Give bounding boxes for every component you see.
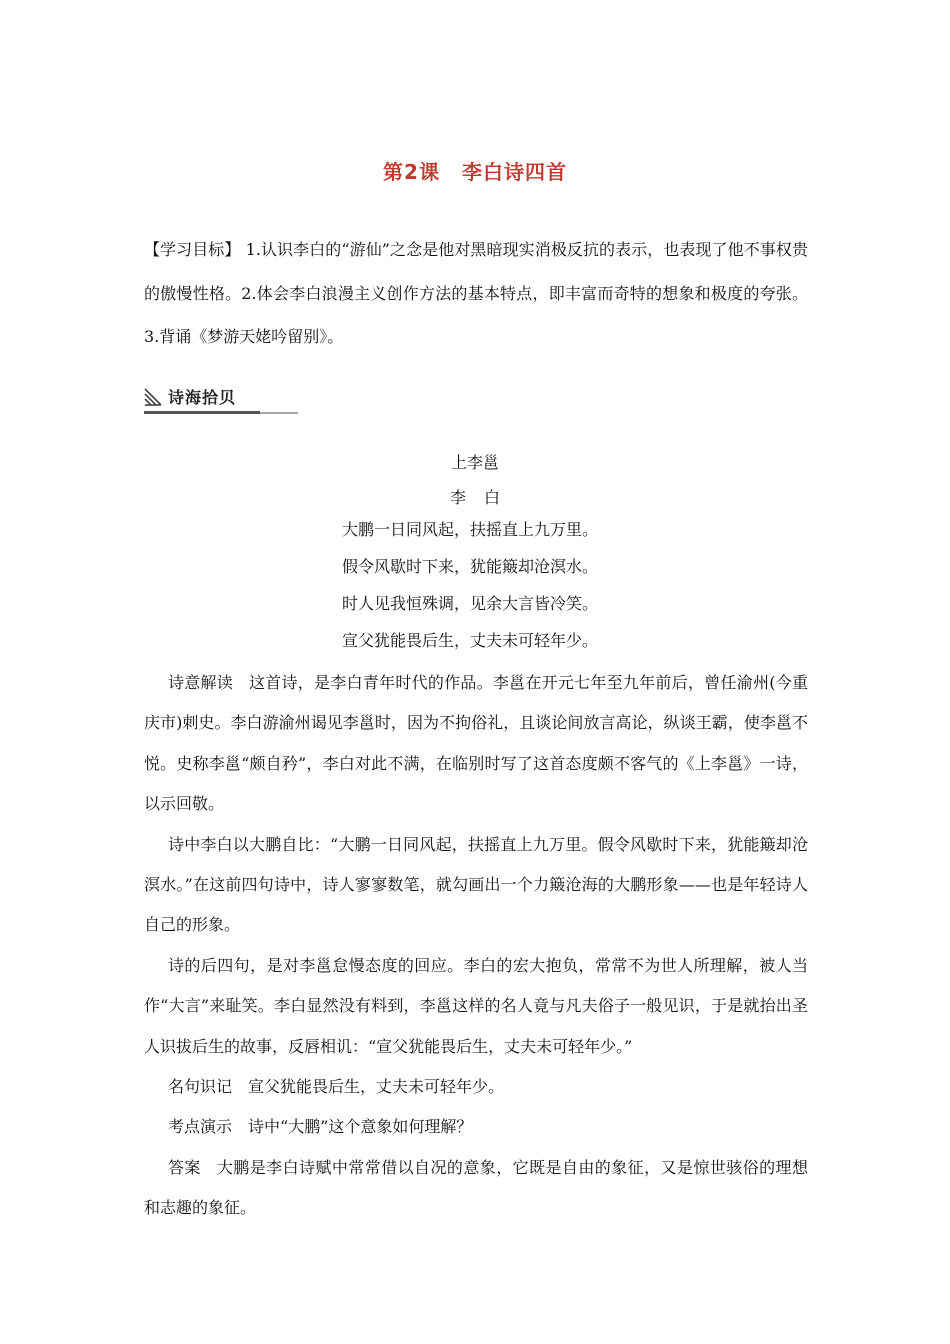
poem-author-surname: 李 (449, 488, 466, 507)
answer-text: 大鹏是李白诗赋中常常借以自况的意象，它既是自由的象征，又是惊世骇俗的理想和志趣的象征。 (144, 1157, 808, 1218)
poem-author (0, 485, 950, 508)
objectives-text: 1.认识李白的“游仙”之念是他对黑暗现实消极反抗的表示，也表现了他不事权贵的傲慢性格。2.体会李白浪漫主义创作方法的基本特点，即丰富而奇特的想象和极度的夸张。3.背诵《梦游天姥吟留别》。 (144, 240, 808, 346)
poem-line: 大鹏一日同风起，扶摇直上九万里。 (342, 520, 599, 539)
famous-label: 名句识记 (168, 1077, 233, 1097)
section-title: 诗海拾贝 (168, 388, 237, 407)
answer-label: 答案 (168, 1157, 201, 1177)
poem-line: 假令风歇时下来，犹能簸却沧溟水。 (342, 557, 599, 576)
analysis-paragraph: 诗中李白以大鹏自比：“大鹏一日同风起，扶摇直上九万里。假令风歇时下来，犹能簸却沧溟水。”在这前四句诗中，诗人寥寥数笔，就勾画出一个力簸沧海的大鹏形象——也是年轻诗人自己的形象。 (144, 834, 808, 935)
answer-paragraph (144, 1148, 808, 1229)
analysis-body (144, 663, 808, 1229)
lesson-name: 李白诗四首 (461, 160, 567, 184)
lesson-number: 第2课 (383, 160, 440, 184)
analysis-paragraph (144, 663, 808, 825)
analysis-text: 这首诗，是李白青年时代的作品。李邕在开元七年至九年前后，曾任渝州(今重庆市)刺史。李白游渝州谒见李邕时，因为不拘俗礼，且谈论间放言高论，纵谈王霸，使李邕不悦。史称李邕“颇自矜”，李白对此不满，在临别时写了这首态度颇不客气的《上李邕》一诗，以示回敬。 (144, 673, 808, 814)
poem-author-given: 白 (484, 488, 501, 507)
section-underline (144, 411, 260, 414)
analysis-paragraph: 诗的后四句，是对李邕怠慢态度的回应。李白的宏大抱负，常常不为世人所理解，被人当作“大言”来耻笑。李白显然没有料到，李邕这样的名人竟与凡夫俗子一般见识，于是就抬出圣人识拔后生的故事，反唇相讥：“宣父犹能畏后生，丈夫未可轻年少。” (144, 955, 808, 1056)
poem-body (342, 518, 598, 666)
poem-line: 宣父犹能畏后生，丈夫未可轻年少。 (342, 631, 599, 650)
exam-question (144, 1107, 808, 1147)
famous-text: 宣父犹能畏后生，丈夫未可轻年少。 (248, 1077, 505, 1097)
exam-text: 诗中“大鹏”这个意象如何理解？ (248, 1117, 473, 1137)
section-header (144, 384, 298, 414)
lesson-title (0, 156, 950, 185)
poem-line: 时人见我恒殊调，见余大言皆冷笑。 (342, 594, 599, 613)
learning-objectives (144, 228, 808, 359)
famous-line (144, 1067, 808, 1107)
objectives-label: 【学习目标】 (144, 240, 241, 259)
diagonal-lines-icon (144, 388, 162, 406)
poem-title: 上李邕 (450, 453, 499, 472)
analysis-label: 诗意解读 (168, 673, 234, 692)
exam-label: 考点演示 (168, 1117, 233, 1137)
